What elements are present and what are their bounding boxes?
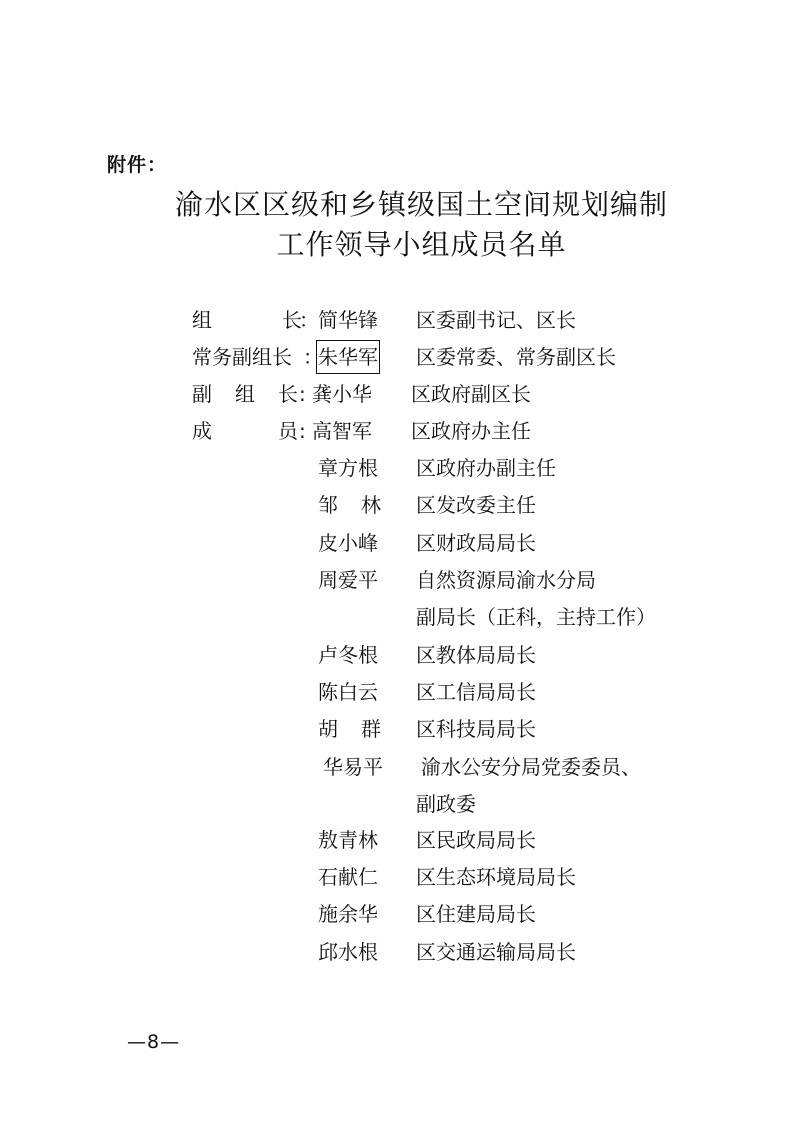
role-label <box>192 305 302 335</box>
member-duty: 区政府办副主任 <box>416 456 556 480</box>
member-name: 敖青林 <box>318 828 378 852</box>
role-label <box>192 342 292 372</box>
role-colon: ： <box>303 345 323 369</box>
document-title-line-2: 工作领导小组成员名单 <box>276 228 567 261</box>
member-duty: 区政府办主任 <box>411 419 531 443</box>
role-label <box>192 416 298 446</box>
member-name: 陈白云 <box>318 680 378 704</box>
member-duty: 区委副书记、区长 <box>416 308 576 332</box>
member-duty: 区委常委、常务副区长 <box>416 345 616 369</box>
member-name: 施余华 <box>318 902 378 926</box>
role-char: 成 <box>192 419 212 443</box>
role-char: 常务副组长 <box>192 345 292 369</box>
member-duty-continued: 副政委 <box>416 792 476 816</box>
member-duty-continued: 副局长（正科，主持工作） <box>416 605 656 629</box>
member-duty: 区财政局局长 <box>416 531 536 555</box>
member-duty: 区交通运输局局长 <box>416 940 576 964</box>
member-name: 朱华军 <box>318 342 378 372</box>
role-char: 长 <box>278 382 298 406</box>
member-duty: 渝水公安分局党委委员、 <box>421 755 641 779</box>
member-duty: 区住建局局长 <box>416 902 536 926</box>
role-char: 组 <box>235 382 255 406</box>
attachment-label: 附件： <box>107 154 168 176</box>
role-char: 员 <box>278 419 298 443</box>
member-name: 邹林 <box>318 493 404 517</box>
role-colon: ： <box>299 308 319 332</box>
role-char: 组 <box>192 308 212 332</box>
document-title-line-1: 渝水区区级和乡镇级国土空间规划编制 <box>174 188 668 221</box>
member-name: 皮小峰 <box>318 531 378 555</box>
member-name: 高智军 <box>312 419 372 443</box>
member-duty: 区民政局局长 <box>416 828 536 852</box>
member-duty: 自然资源局渝水分局 <box>416 568 596 592</box>
member-name: 简华锋 <box>318 308 378 332</box>
role-colon: : <box>299 419 306 443</box>
role-colon: : <box>299 382 306 406</box>
member-duty: 区政府副区长 <box>411 382 531 406</box>
member-duty: 区发改委主任 <box>416 493 536 517</box>
page-number: —8— <box>127 1031 181 1053</box>
member-duty: 区生态环境局局长 <box>416 865 576 889</box>
member-duty: 区工信局局长 <box>416 680 536 704</box>
member-name: 龚小华 <box>312 382 372 406</box>
member-name: 胡群 <box>318 717 404 741</box>
member-name: 章方根 <box>318 456 378 480</box>
member-name: 石献仁 <box>318 865 378 889</box>
member-name: 卢冬根 <box>318 643 378 667</box>
role-label <box>192 379 298 409</box>
role-char: 长 <box>282 308 302 332</box>
member-name: 华易平 <box>323 755 383 779</box>
member-name: 周爱平 <box>318 568 378 592</box>
member-name: 邱水根 <box>318 940 378 964</box>
role-char: 副 <box>192 382 212 406</box>
member-duty: 区教体局局长 <box>416 643 536 667</box>
member-duty: 区科技局局长 <box>416 717 536 741</box>
